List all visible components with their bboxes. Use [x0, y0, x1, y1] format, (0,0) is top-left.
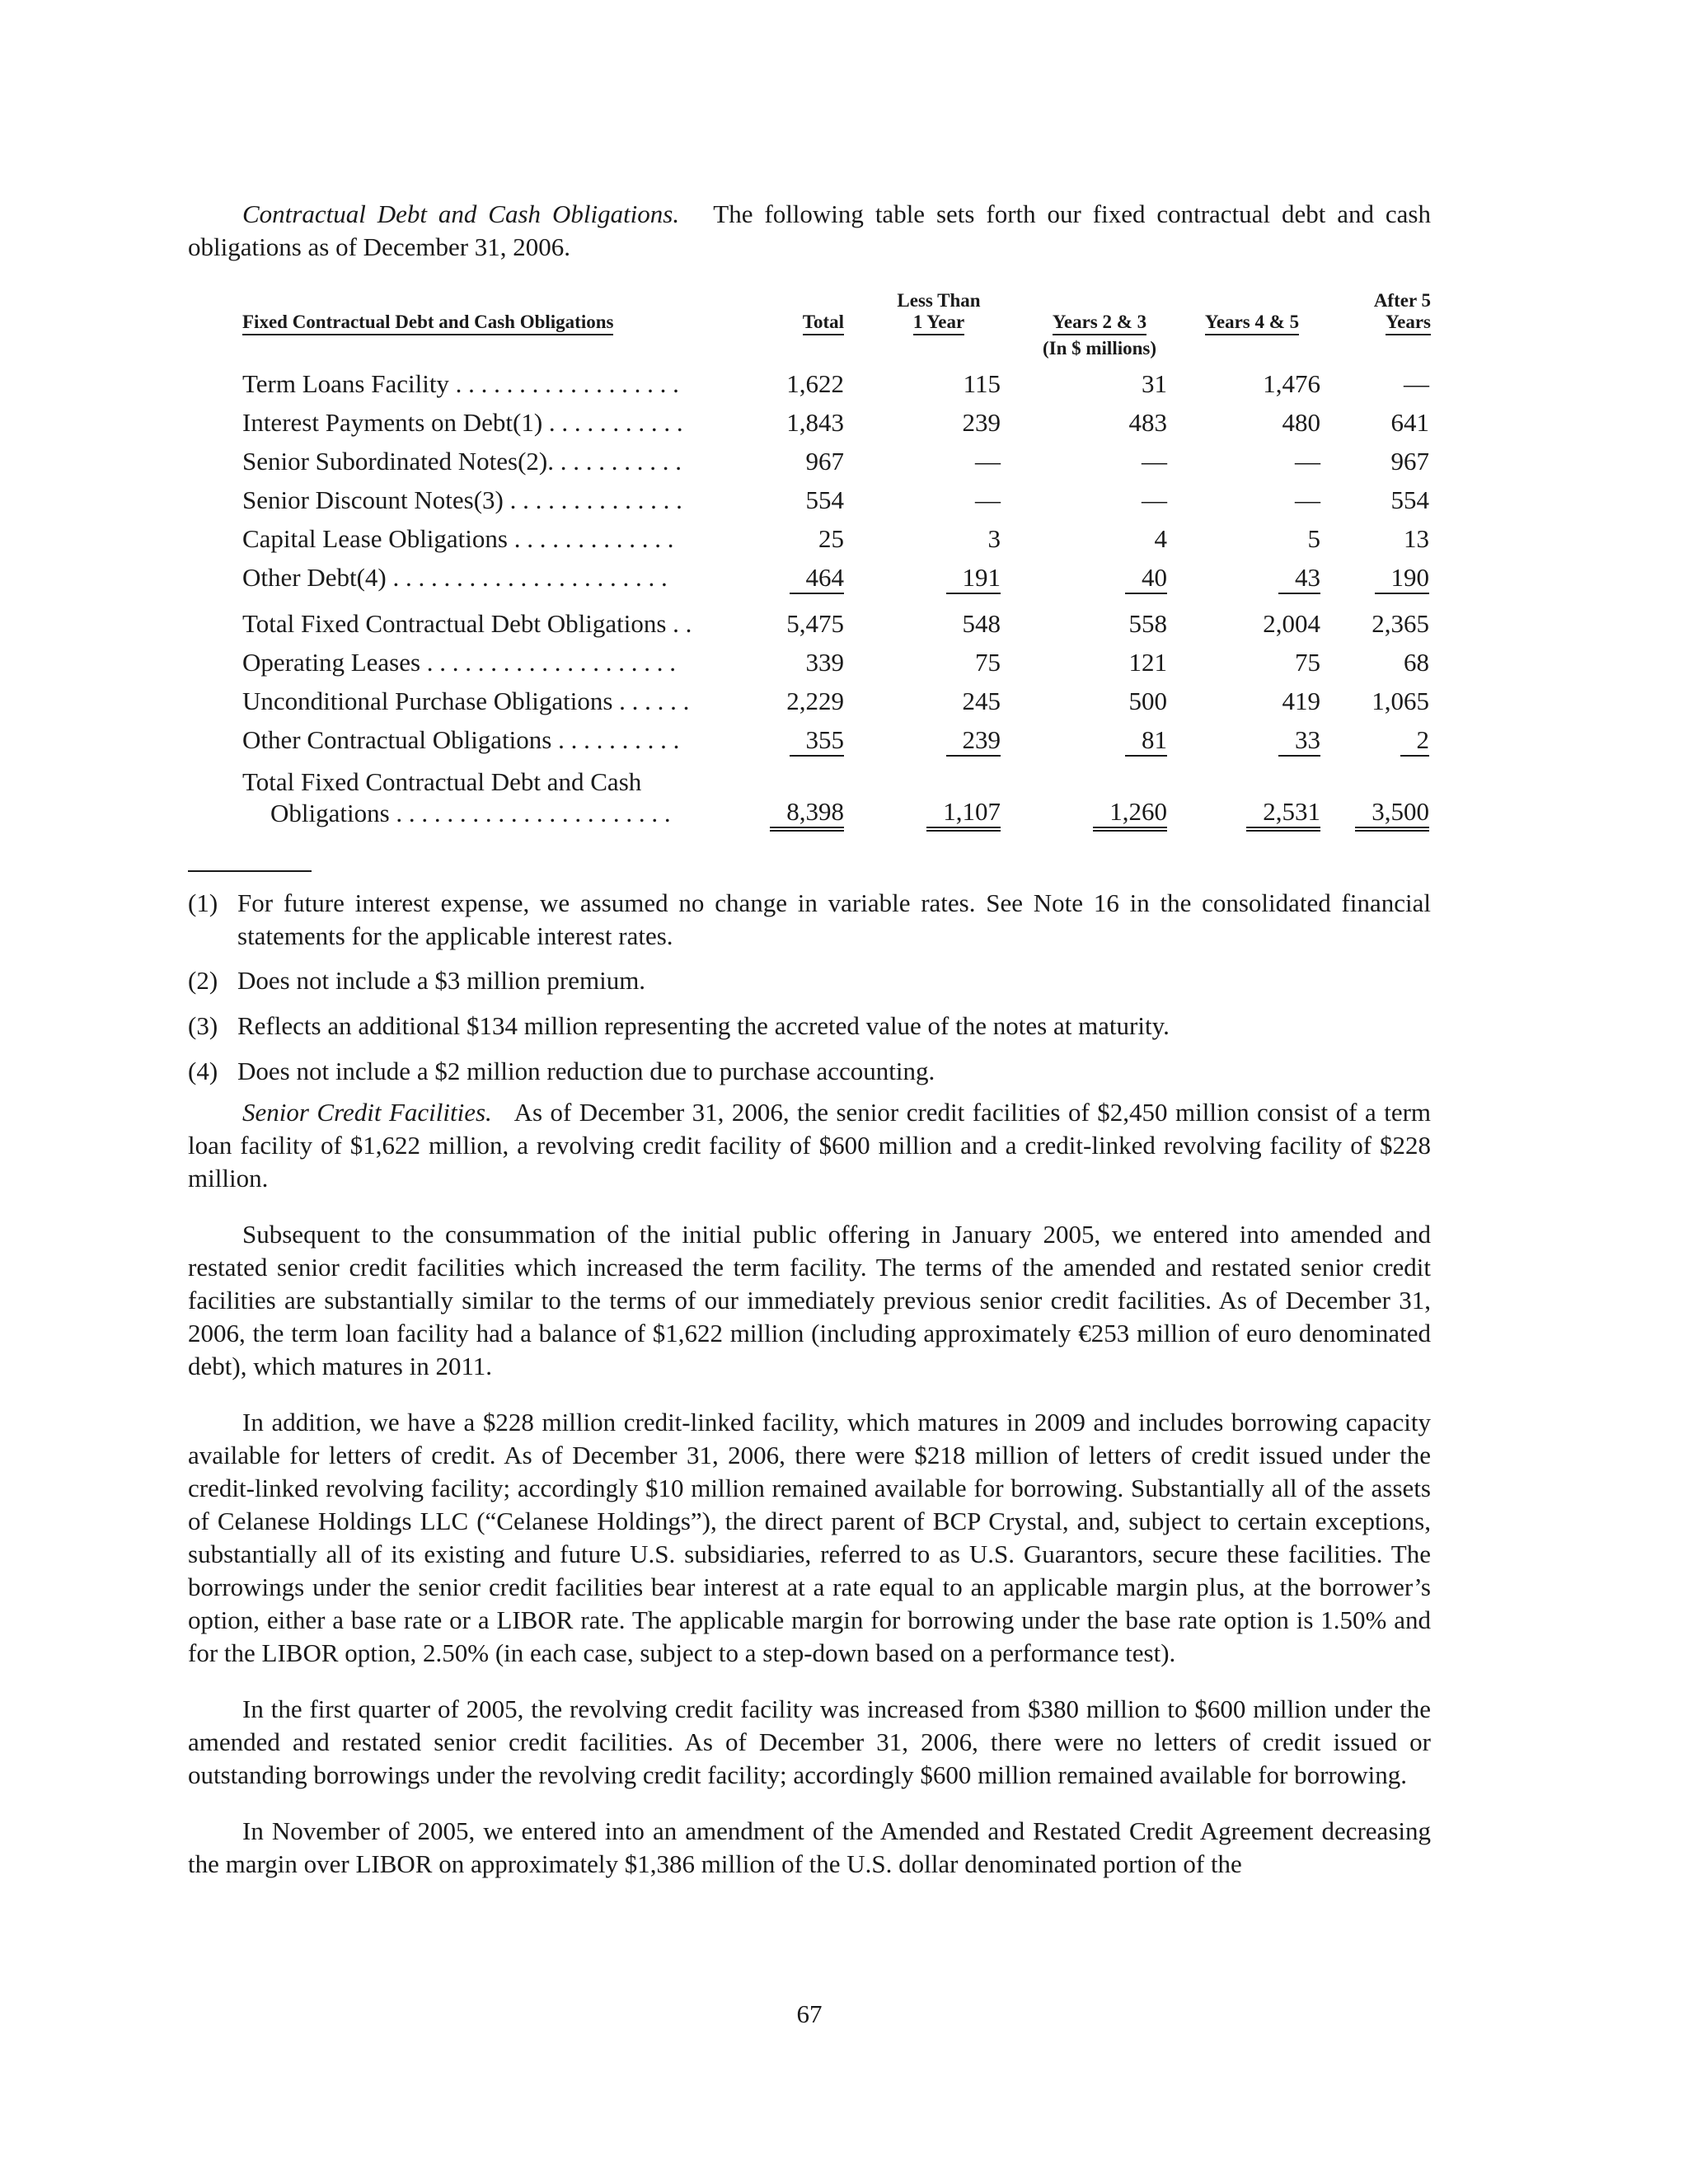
cell-a5: 13 — [1404, 524, 1429, 553]
cell-y23: — — [1142, 485, 1167, 514]
footnote-number: (4) — [188, 1057, 218, 1085]
cell-y45: 43 — [1190, 558, 1320, 597]
cell-y45: 75 — [1295, 648, 1320, 677]
cell-total: 2,229 — [786, 687, 844, 715]
cell-a5: 2 — [1330, 720, 1429, 759]
table-row — [242, 720, 1431, 759]
cell-lt1: 239 — [962, 408, 1001, 437]
table-row — [242, 403, 1431, 442]
cell-total: 25 — [818, 524, 844, 553]
grand-total-row — [242, 766, 1431, 832]
cell-a5: 190 — [1330, 558, 1429, 597]
grand-total-lt1: 1,107 — [869, 796, 1001, 832]
intro-text: The following table sets forth our fixed contractual debt and cash obligations as of December 31, 2006. — [188, 199, 1431, 261]
cell-y23: — — [1142, 447, 1167, 476]
cell-lt1: — — [975, 485, 1001, 514]
cell-y23: 40 — [1034, 558, 1167, 597]
paragraph-text: As of December 31, 2006, the senior credit facilities of $2,450 million consist of a term loan facility of $1,622 million, a revolving credit facility of $600 million and a credit-linked revolving facility of $228 million. — [188, 1098, 1432, 1193]
footnote-text: Does not include a $2 million reduction due to purchase accounting. — [237, 1057, 935, 1085]
cell-a5: 2,365 — [1372, 609, 1429, 638]
row-label: Other Contractual Obligations . . . . . . . . . . — [242, 725, 680, 754]
header-total: Total — [729, 312, 844, 335]
cell-lt1: 115 — [963, 369, 1001, 398]
cell-total: 355 — [729, 720, 844, 759]
table-row — [242, 519, 1431, 558]
intro-lead: Contractual Debt and Cash Obligations. — [242, 199, 680, 228]
table-body — [242, 364, 1431, 832]
row-label: Operating Leases . . . . . . . . . . . . . . . . . . . . — [242, 648, 677, 677]
cell-y23: 558 — [1128, 609, 1167, 638]
table-row — [242, 643, 1431, 682]
footnote-4 — [188, 1055, 1431, 1088]
table-row — [242, 442, 1431, 480]
footnote-2 — [188, 964, 1431, 997]
cell-y23: 31 — [1142, 369, 1167, 398]
cell-total: 554 — [805, 485, 844, 514]
paragraph-lead: Senior Credit Facilities. — [242, 1098, 492, 1127]
cell-y45: 480 — [1282, 408, 1320, 437]
cell-lt1: 548 — [962, 609, 1001, 638]
cell-y23: 500 — [1128, 687, 1167, 715]
header-after-5-years: After 5 Years — [1330, 290, 1431, 335]
grand-total-label: Total Fixed Contractual Debt and Cash Obligations . . . . . . . . . . . . . . . . . . . . . . — [242, 767, 671, 827]
cell-lt1: 245 — [962, 687, 1001, 715]
footnote-text: Reflects an additional $134 million representing the accreted value of the notes at maturity. — [237, 1011, 1170, 1040]
footnote-text: For future interest expense, we assumed no change in variable rates. See Note 16 in the consolidated financial statements for the applicable interest rates. — [237, 888, 1431, 950]
cell-a5: 68 — [1404, 648, 1429, 677]
cell-total: 339 — [805, 648, 844, 677]
cell-total: 5,475 — [786, 609, 844, 638]
cell-y23: 81 — [1034, 720, 1167, 759]
footnote-number: (3) — [188, 1011, 218, 1040]
row-label: Senior Subordinated Notes(2). . . . . . . . . . . — [242, 447, 682, 476]
table-row — [242, 604, 1431, 643]
cell-a5: 554 — [1390, 485, 1429, 514]
paragraph-revolving: In the first quarter of 2005, the revolving credit facility was increased from $380 million to $600 million under the amended and restated senior credit facilities. As of December 31, 2006, there were no letters of credit issued or outstanding borrowings under the revolving credit facility; accordingly $600 million remained available for borrowing. — [188, 1694, 1431, 1789]
paragraph-senior-credit — [188, 1096, 1431, 1195]
cell-y45: — — [1295, 447, 1320, 476]
header-less-than-1-year: Less Than 1 Year — [869, 290, 1009, 335]
cell-y45: 419 — [1282, 687, 1320, 715]
footnote-rule — [188, 870, 312, 872]
paragraph-amended-facilities: Subsequent to the consummation of the initial public offering in January 2005, we entered into amended and restated senior credit facilities which increased the term facility. The terms of the amended and restated senior credit facilities are substantially similar to the terms of our immediately previous senior credit facilities. As of December 31, 2006, the term loan facility had a balance of $1,622 million (including approximately €253 million of euro denominated debt), which matures in 2011. — [188, 1220, 1431, 1380]
footnote-number: (2) — [188, 966, 218, 995]
footnote-1 — [188, 887, 1431, 953]
grand-total-a5: 3,500 — [1330, 796, 1429, 832]
cell-y45: 2,004 — [1263, 609, 1320, 638]
footnote-3 — [188, 1010, 1431, 1043]
paragraph-amendment: In November of 2005, we entered into an amendment of the Amended and Restated Credit Agreement decreasing the margin over LIBOR on approximately $1,386 million of the U.S. dollar denominated portion of the — [188, 1816, 1431, 1878]
footnote-number: (1) — [188, 888, 218, 917]
cell-y45: — — [1295, 485, 1320, 514]
cell-total: 1,622 — [786, 369, 844, 398]
header-years-4-5: Years 4 & 5 — [1174, 312, 1330, 335]
cell-total: 1,843 — [786, 408, 844, 437]
cell-total: 464 — [729, 558, 844, 597]
cell-y23: 121 — [1128, 648, 1167, 677]
cell-y23: 4 — [1154, 524, 1167, 553]
paragraph-credit-linked: In addition, we have a $228 million credit-linked facility, which matures in 2009 and includes borrowing capacity available for letters of credit. As of December 31, 2006, there were $218 million of letters of credit issued under the credit-linked revolving facility; accordingly $10 million remained available for borrowing. Substantially all of the assets of Celanese Holdings LLC (“Celanese Holdings”), the direct parent of BCP Crystal, and, subject to certain exceptions, substantially all of its existing and future U.S. subsidiaries, referred to as U.S. Guarantors, secure these facilities. The borrowings under the senior credit facilities bear interest at a rate equal to an applicable margin plus, at the borrower’s option, either a base rate or a LIBOR rate. The applicable margin for borrowing under the base rate option is 1.50% and for the LIBOR option, 2.50% (in each case, subject to a step-down based on a performance test). — [188, 1408, 1431, 1667]
cell-a5: 1,065 — [1372, 687, 1429, 715]
row-label: Term Loans Facility . . . . . . . . . . . . . . . . . . — [242, 369, 679, 398]
table-row — [242, 558, 1431, 597]
intro-paragraph — [188, 198, 1431, 264]
table-row — [242, 682, 1431, 720]
table-header — [242, 282, 1431, 364]
cell-lt1: — — [975, 447, 1001, 476]
cell-a5: — — [1404, 369, 1429, 398]
row-label: Capital Lease Obligations . . . . . . . . . . . . . — [242, 524, 674, 553]
footnote-text: Does not include a $3 million premium. — [237, 966, 646, 995]
grand-total-total: 8,398 — [729, 796, 844, 832]
header-label: Fixed Contractual Debt and Cash Obligations — [242, 312, 613, 335]
cell-y45: 1,476 — [1263, 369, 1320, 398]
cell-lt1: 239 — [869, 720, 1001, 759]
row-label: Interest Payments on Debt(1) . . . . . . . . . . . — [242, 408, 683, 437]
page-number: 67 — [796, 1999, 823, 2028]
cell-y45: 5 — [1307, 524, 1320, 553]
cell-total: 967 — [805, 447, 844, 476]
cell-lt1: 3 — [987, 524, 1001, 553]
cell-y45: 33 — [1190, 720, 1320, 759]
row-label: Total Fixed Contractual Debt Obligations . . — [242, 609, 692, 638]
cell-a5: 967 — [1390, 447, 1429, 476]
cell-y23: 483 — [1128, 408, 1167, 437]
cell-lt1: 191 — [869, 558, 1001, 597]
table-row — [242, 480, 1431, 519]
cell-lt1: 75 — [975, 648, 1001, 677]
obligations-table — [242, 282, 1431, 832]
row-label: Unconditional Purchase Obligations . . . . . . — [242, 687, 690, 715]
header-years-2-3: Years 2 & 3 (In $ millions) — [1017, 312, 1182, 359]
grand-total-y45: 2,531 — [1190, 796, 1320, 832]
body-text — [188, 1096, 1431, 1881]
table-row — [242, 364, 1431, 403]
cell-a5: 641 — [1390, 408, 1429, 437]
row-label: Other Debt(4) . . . . . . . . . . . . . . . . . . . . . . — [242, 563, 668, 592]
units-note: (In $ millions) — [1042, 338, 1157, 359]
row-label: Senior Discount Notes(3) . . . . . . . . . . . . . . — [242, 485, 682, 514]
grand-total-y23: 1,260 — [1034, 796, 1167, 832]
